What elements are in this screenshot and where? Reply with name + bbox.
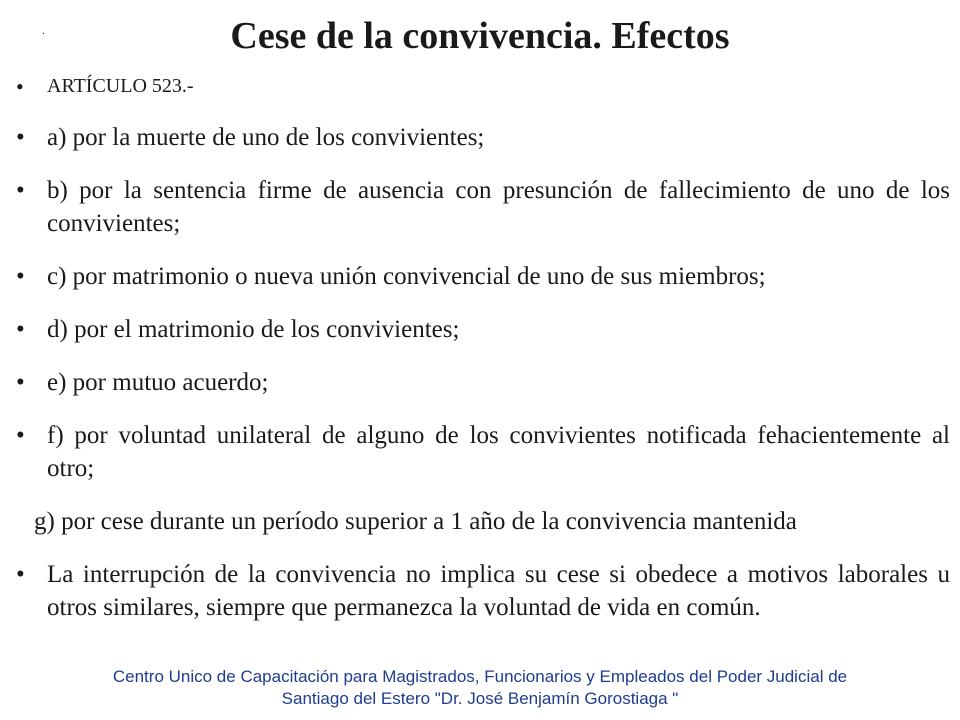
list-item-text: La interrupción de la convivencia no implica su cese si obedece a motivos laborales u otros similares, siempre que permanezca la voluntad de vida en común. [47,561,950,621]
list-item-text: g) por cese durante un período superior a 1 año de la convivencia mantenida [34,508,797,535]
bullet: • [16,316,25,343]
list-item-c [14,260,950,293]
slide-content [14,70,950,644]
footer [0,666,960,710]
list-item-a [14,121,950,154]
bullet: • [16,561,25,588]
list-item-text: a) por la muerte de uno de los convivientes; [47,124,485,151]
list-item-text: ARTÍCULO 523.- [47,75,194,97]
list-item-text: c) por matrimonio o nueva unión convivencial de uno de sus miembros; [47,263,766,290]
list-item-text: f) por voluntad unilateral de alguno de los convivientes notificada fehacientemente al otro; [47,422,950,482]
bullet: • [16,422,25,449]
list-item-interruption [14,558,950,624]
list-item-text: e) por mutuo acuerdo; [47,369,269,396]
list-item-text: d) por el matrimonio de los convivientes; [47,316,460,343]
bullet: • [16,369,25,396]
slide-title: Cese de la convivencia. Efectos [230,15,730,57]
list-item-f [14,419,950,485]
list-item-text: b) por la sentencia firme de ausencia con presunción de fallecimiento de uno de los convivientes; [47,177,950,237]
list-item-d [14,313,950,346]
list-item-b [14,174,950,240]
bullet: • [16,263,25,290]
footer-line-2: Santiago del Estero "Dr. José Benjamín Gorostiaga " [281,689,679,708]
list-item-g [14,505,950,538]
footer-line-1: Centro Unico de Capacitación para Magistrados, Funcionarios y Empleados del Poder Judicial de [112,667,848,686]
bullet: • [16,74,24,99]
bullet: • [16,124,25,151]
bullet: • [16,177,25,204]
corner-mark: . [42,26,45,37]
list-item-e [14,366,950,399]
list-item-article [14,70,950,103]
